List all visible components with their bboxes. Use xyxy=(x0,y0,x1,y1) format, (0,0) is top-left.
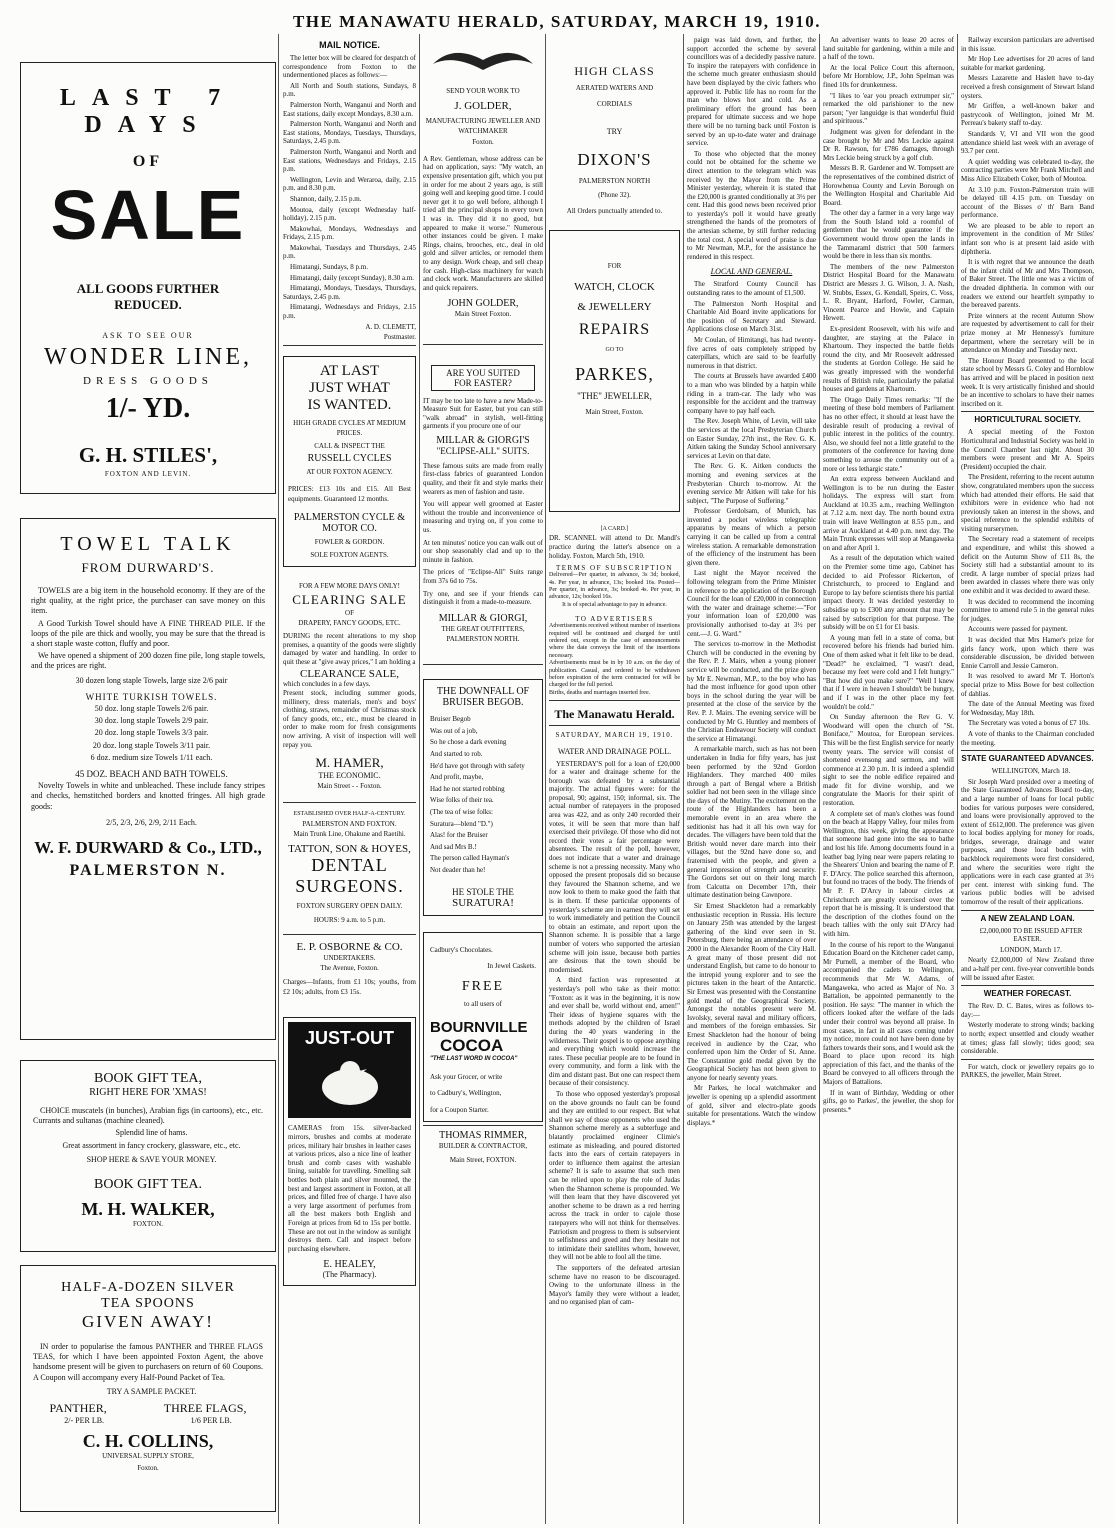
towel-text: TOWELS are a big item in the household economy. If they are of the right quality, at the right price, the purchaser can save money on this item. xyxy=(31,586,265,616)
column-4 xyxy=(549,36,680,1524)
mail-line: Himatangi, Mondays, Tuesdays, Thursdays, Saturdays, 2.45 p.m. xyxy=(283,284,416,301)
suited-title: FOR EASTER? xyxy=(454,377,512,388)
editorial-paragraph: YESTERDAY'S poll for a loan of £20,000 for a water and drainage scheme for the borough was defeated by a substantial majority. The actual figures were: for the proposal, 90; against, 150; informal, six. The actual number of ratepayers in the proposed area was 422, and as only 240 recorded their votes, it will be seen that more than half exercised their privilege. Of those who did not record their votes a fair percentage were absentees. The result of the poll, however, does not indicate that a water and drainage scheme is not a pressing necessity. Many who opposed the present proposals did so because they favoured the Shannon scheme, and we now look to them to make good the faith that is in them. If these particular opponents of yesterday's scheme are in earnest they will set to work immediately and petition the Council to obtain an estimate, and report upon the Shannon scheme. It is possible that a large number of voters who supported the artesian scheme will join issue, because both parties are desirous that the town should be modernised. xyxy=(549,759,680,974)
healey-text: (The Pharmacy). xyxy=(322,1270,377,1280)
millar-giorgi: MILLAR & GIORGI, xyxy=(438,612,528,624)
dental-title: SURGEONS. xyxy=(295,876,404,897)
collins-town: Foxton. xyxy=(137,1464,159,1473)
bournville-logo: BOURNVILLE xyxy=(430,1019,528,1037)
dixon-text: CORDIALS xyxy=(596,100,632,109)
advertisers-heading: TO ADVERTISERS xyxy=(575,615,654,624)
local-general-heading: LOCAL AND GENERAL. xyxy=(710,267,793,277)
poem-line: Had he not started robbing xyxy=(430,784,505,793)
news-item: Messrs B. R. Gardener and W. Tompsett are the representatives of the combined district of Horowhenua County and Levin Borough on the Wellington Hospital and Charitable Aid Board. xyxy=(823,164,954,207)
poem-line: Was out of a job, xyxy=(430,726,478,735)
sale-headline-1: LAST 7 DAYS xyxy=(59,85,237,138)
downfall-title: THE DOWNFALL OF xyxy=(436,686,530,698)
editorial-paragraph: To those who objected that the money could not be obtained for the scheme we direct attention to the telegram which was received by the Mayor from the Prime Minister yesterday, wherein it is stated that the £20,000 is granted conditionally at 3½ per cent. Had this good news been received prior to yesterday's poll it would have greatly strengthened the hands of the promoters of the artesian scheme, by still further reducing the total cost. A special word of praise is due to Mr Newman, M.P., for the assistance he rendered in this respect. xyxy=(687,149,816,261)
poem-line: Not deader than he! xyxy=(430,865,486,874)
hort-paragraph: Accounts were passed for payment. xyxy=(968,625,1068,634)
sale-ad xyxy=(20,62,276,494)
parkes-text: FOR xyxy=(607,262,622,271)
sale-line: ALL GOODS FURTHER xyxy=(76,281,220,296)
weather-paragraph: Westerly moderate to strong winds; backing to north; expect unsettled and cloudy weather at times; glass fall slowly; tides good; sea considerable. xyxy=(961,1021,1094,1056)
clearing-text: which concludes in a few days. xyxy=(283,680,371,689)
cadbury-text: to all users of xyxy=(464,999,502,1008)
eclipse-suits-ad xyxy=(423,365,543,645)
news-item: As a result of the deputation which waited on the Premier some time ago, Cabinet has decided to aid Professor Rickerton, of Christchurch, to proceed to England and Europe to lay before scientists there his partial impact theory. It was decided yesterday to subsidise up to £300 any amount that may be raised by subscription for that purpose. The subsidy will be on £1 for £1 basis. xyxy=(823,554,954,632)
dixon-text: (Phone 32). xyxy=(598,190,631,199)
column-5 xyxy=(687,36,816,1524)
clearing-text: THE ECONOMIC. xyxy=(318,771,381,781)
parkes-ad xyxy=(549,230,680,512)
poem-line: And started to rob. xyxy=(430,749,483,758)
news-item: If in want of Birthday, Wedding or other gifts, go to Parkes', the jeweller, the shop for presents.* xyxy=(823,1088,954,1114)
free-label: FREE xyxy=(461,978,505,994)
atlast-text: AT OUR FOXTON AGENCY. xyxy=(306,468,393,477)
news-item: Judgment was given for defendant in the case brought by Mr and Mrs Leckie against Dr R. Rawson, for £786 damages, through Mrs Leckie being struck by a golf club. xyxy=(823,127,954,162)
cadbury-text: Cadbury's Chocolates. xyxy=(430,945,493,954)
dixon-name: DIXON'S xyxy=(577,149,652,169)
herald-date: SATURDAY, MARCH 19, 1910. xyxy=(555,731,674,740)
parkes-text: Main Street, Foxton. xyxy=(585,407,644,416)
sale-price: 1/- YD. xyxy=(105,393,191,424)
book-title-2: BOOK GIFT TEA. xyxy=(94,1177,202,1193)
loan-dateline: LONDON, March 17. xyxy=(1000,945,1062,954)
spoons-text: TRY A SAMPLE PACKET. xyxy=(106,1386,197,1396)
news-item: Sir Ernest Shackleton had a remarkably enthusiastic reception in Russia. His lecture on January 25th was attended by the largest gathering of the kind ever seen in St. Petersburg, there being an attendance of over 2000 in the Alexander Room of the City Hall. A great many of those present did not understand English, but came to do honour to the intrepid young explorer and to see the pictures taken in the heart of the Antarctic. Sir Ernest was presented with the Constantine gold medal of the Geographical Society. Amongst the notables present were M. Isvolsky, several naval and military officers, and members of the foreign embassies. Sir Ernest Shackleton had the honour of being received in audience by the Czar, who conferred upon him the Order of St. Anne. The Constantine gold medal given by the Geographical Society has not been given to anyone for nearly seventy years. xyxy=(687,902,816,1082)
hort-paragraph: The Secretary was voted a bonus of £7 10s. xyxy=(968,719,1090,728)
book-gift-ad xyxy=(20,1060,276,1252)
towel-row: 20 doz. long staple Towels 3/11 pair. xyxy=(92,740,211,750)
hamer-name: M. HAMER, xyxy=(315,755,384,771)
atlast-text: PRICES: £13 10s and £15. All Best equipments. Guaranteed 12 months. xyxy=(288,484,411,503)
parkes-notice: For watch, clock or jewellery repairs go to PARKES, the jeweller, Main Street. xyxy=(961,1062,1094,1080)
news-item: At the local Police Court this afternoon, before Mr Hornblow, J.P., John Spelman was fined 10s for drunkenness. xyxy=(823,63,954,89)
spoons-title: GIVEN AWAY! xyxy=(82,1312,214,1331)
towel-text: 2/5, 2/3, 2/6, 2/9, 2/11 Each. xyxy=(106,817,197,827)
mail-line: Himatangi, Sundays, 8 p.m. xyxy=(290,263,368,272)
mail-signature: A. D. CLEMETT, xyxy=(365,322,416,331)
russell-cycles: RUSSELL CYCLES xyxy=(307,453,392,465)
book-text: CHOICE muscatels (in bunches), Arabian figs (in cartoons), etc., etc. Currants and sultanas (machine cleaned). xyxy=(33,1106,263,1126)
just-out-logo xyxy=(288,1022,411,1118)
atlast-text: CALL & INSPECT THE xyxy=(314,442,385,451)
sale-title: SALE xyxy=(50,176,246,254)
osborne-ad xyxy=(283,941,416,998)
panther-label: PANTHER, xyxy=(49,1401,107,1416)
sale-shop: G. H. STILES', xyxy=(78,443,218,467)
dental-text: ESTABLISHED OVER HALF-A-CENTURY. xyxy=(293,810,406,817)
cadbury-text: to Cadbury's, Wellington, xyxy=(430,1089,502,1098)
poem-line: And profit, maybe, xyxy=(430,773,484,782)
news-item: The Stratford County Council has outstanding rates to the amount of £1,500. xyxy=(687,280,816,298)
cadbury-text: In Jewel Caskets. xyxy=(487,961,536,970)
atlast-text: FOWLER & GORDON. xyxy=(314,538,385,547)
dixon-text: TRY xyxy=(606,127,623,137)
cadbury-ad xyxy=(423,932,543,1122)
column-rule xyxy=(278,34,279,1524)
column-rule xyxy=(819,34,820,1524)
book-subtitle: RIGHT HERE FOR 'XMAS! xyxy=(89,1087,207,1098)
golder-name: JOHN GOLDER, xyxy=(447,298,519,310)
suited-text: At ten minutes' notice you can walk out of our shop seasonably clad and up to the minute in fashion. xyxy=(423,538,543,564)
cocoa-tagline: "THE LAST WORD IN COCOA" xyxy=(430,1056,518,1063)
healey-text: CAMERAS from 15s. silver-backed mirrors, brushes and combs at moderate prices, military hair brushes in leather cases at various prices, also a nice line of leather brush and comb cases with washable lining, suitable for travelling. Smelling salt bottles both plain and silver mounted, the best and largest assortment in Foxton, at all prices, and filled free of charge. I have also a very large assortment of perfumes from all the best makers both English and Foreign at prices from 6d to 15s per bottle. These are not out in the window as sunlight destroys them. Call and inspect before purchasing elsewhere. xyxy=(288,1124,411,1253)
towel-ad xyxy=(20,518,276,1040)
suited-text: You will appear well groomed at Easter without the trouble and inconvenience of measuring and trying on, if you come to us. xyxy=(423,500,543,535)
hort-paragraph: A special meeting of the Foxton Horticultural and Industrial Society was held in the Council Chamber last night. About 30 members were present and Mr A. Speirs (President) occupied the chair. xyxy=(961,428,1094,471)
poem-line: Bruiser Begob xyxy=(430,715,471,724)
column-rule xyxy=(419,34,420,1524)
news-item: The Palmerston North Hospital and Charitable Aid Board invite applications for the position of Secretary and Steward. Applications close on March 31st. xyxy=(687,299,816,334)
mail-notice-heading: MAIL NOTICE. xyxy=(319,40,380,50)
clearing-text: Present stock, including summer goods, millinery, dress materials, men's and boys' clothing, straws, remainder of Christmas stock of fancy goods, etc., etc., must be cleared in order to make room for fresh consignments now arriving. A visit of inspection will well repay you. xyxy=(283,689,416,749)
clearing-text: DRAPERY, FANCY GOODS, ETC. xyxy=(298,618,401,627)
hort-paragraph: It was decided to recommend the incoming committee to amend rule 5 in the general rules for judges. xyxy=(961,597,1094,623)
mail-notice xyxy=(283,54,416,342)
news-item: Ex-president Roosevelt, with his wife and daughter, are staying at the Palace in Khartoum. They inspected the battle fields round the city, and Mr Roosevelt addressed the students at Gordon College. He said he was greatly impressed with the wonderful results of British rule, particularly the palatial houses and gardens at Khartoum. xyxy=(823,325,954,394)
parkes-jeweller: "THE" JEWELLER, xyxy=(577,390,652,401)
book-text: SHOP HERE & SAVE YOUR MONEY. xyxy=(86,1154,217,1164)
subscription-text: It is of special advantage to pay in advance. xyxy=(562,601,667,608)
masthead: THE MANAWATU HERALD, SATURDAY, MARCH 19, 1910. xyxy=(292,12,822,31)
spoons-title: TEA SPOONS xyxy=(101,1296,195,1311)
towel-row: 6 doz. medium size Towels 1/11 each. xyxy=(90,752,213,762)
parkes-text: GO TO xyxy=(605,347,624,354)
parkes-name: PARKES, xyxy=(575,363,654,384)
atlast-text: HIGH GRADE CYCLES AT MEDIUM PRICES. xyxy=(293,418,406,438)
news-item: A complete set of man's clothes was found on the beach at Happy Valley, four miles from Wellington, this week, giving the appearance that someone had gone into the sea to bathe and lost his life. Among documents found in a leather bag lying near were papers relating to the Shearers' Union and bearing the name of P. F. D'Arcy. The police searched this afternoon, but found no traces of the body. The friends of Mr P. F. D'Arcy in labour circles at Christchurch are greatly exercised over the report that he is missing. It is understood that the description of the clothes found on the beach tallies with the only suit D'Arcy had with him. xyxy=(823,809,954,938)
rimmer-text: Main Street, FOXTON. xyxy=(449,1155,517,1164)
news-item: The Otago Daily Times remarks: "If the meeting of these bold members of Parliament has no other effect, it should at least have the desirable result of producing a revival of public interest in the politics of the country. Also, we should feel not a little grateful to the promoters of the conference for having done something to arouse the community out of a more or less lethargic state." xyxy=(823,395,954,473)
herald-title: The Manawatu Herald. xyxy=(554,707,675,722)
news-item: Railway excursion particulars are advertised in this issue. xyxy=(961,36,1094,53)
book-text: Great assortment in fancy crockery, glassware, etc., etc. xyxy=(62,1140,241,1150)
parkes-title: & JEWELLERY xyxy=(577,301,652,314)
mail-line: Makowhai, Mondays, Wednesdays and Fridays, 2.15 p.m. xyxy=(283,224,416,242)
dixon-title: HIGH CLASS xyxy=(574,64,655,78)
golder-text: A Rev. Gentleman, whose address can be had on application, says: "My watch, an expensive presentation gift, which you put in order for me about 2 years ago, is still going well and keeping good time. I could never get it to go well before, although I tried all the principal shops in every town I was in. They did it no good, but appeared to make it worse." Numerous other instances could be given. I make Rings, chains, brooches, etc., deal in old gold and silver articles, or remodel them to any design. Work cheap, and sell cheap for cash. High-class machinery for watch and clock work. Manufacturers are skilled and quick repairers. xyxy=(423,154,543,292)
spoons-title: HALF-A-DOZEN SILVER xyxy=(61,1280,235,1295)
suratura-title: SURATURA! xyxy=(452,896,514,909)
ornament-icon xyxy=(423,40,543,80)
dental-text: PALMERSTON AND FOXTON. xyxy=(302,819,397,828)
cadbury-text: for a Coupon Starter. xyxy=(430,1105,489,1114)
poem-line: So he chose a dark evening xyxy=(430,738,507,747)
durward-name: W. F. DURWARD & Co., LTD., xyxy=(34,838,262,858)
towel-text: We have opened a shipment of 200 dozen fine pile, long staple towels, and the prices are right. xyxy=(31,651,265,671)
column-6 xyxy=(823,36,954,1524)
osborne-text: UNDERTAKERS. xyxy=(323,953,376,962)
collins-store: UNIVERSAL SUPPLY STORE, xyxy=(102,1452,194,1461)
hort-paragraph: The Secretary read a statement of receipts and expenditure, and whilst this showed a deficit on the Autumn Show of £11 8s, the Society still had a substantial amount to its credit. A large number of special prizes had been awarded in classes where there was only one exhibit and it was decided to award these. xyxy=(961,535,1094,596)
durward-town: PALMERSTON N. xyxy=(69,862,227,880)
osborne-name: E. P. OSBORNE & CO. xyxy=(296,940,403,953)
suited-title: ARE YOU SUITED xyxy=(446,367,520,378)
mail-line: Himatangi, daily (except Sunday), 8.30 a.m. xyxy=(290,273,415,282)
dental-firm: TATTON, SON & HOYES, xyxy=(288,843,411,856)
clearing-text: FOR A FEW MORE DAYS ONLY! xyxy=(298,582,400,591)
news-item: In the course of his report to the Wanganui Education Board on the Kitchener cadet camp, Mr Purnell, a member of the Board, who accompanied the cadets to Wellington, recommends that Mr W. Adams, of Mangaweka, who acted as Major of No. 3 Battalion, be appointed permanently to the position. He says: "The manner in which the officers looked after the welfare of the lads under their control was beyond all praise. In most cases, in fact in all cases coming under my notice, more could not have been done by fathers towards their sons, and I would ask the Board to place upon record its high appreciation of this fact, and the thanks of the Board be conveyed to all officers through the Majors of Battalions. xyxy=(823,940,954,1087)
editorial-paragraph: To those who opposed yesterday's proposal on the above grounds no fault can be found and they are entitled to our respect. But what shall we say of those opponents who used the Shannon scheme merely as a subterfuge and blatantly proclaimed engineer Climie's estimate as misleading, and poured distorted facts into the ears of certain ratepayers in order to influence them against the artesian scheme? It is safe to assume that such men can be relied upon to play the role of Judas when the Shannon scheme is propounded. We will then learn that they have discovered yet another scheme to be drawn as a red herring across the track in order to cajole those ratepayers who will not think for themselves. Patriotism and progress to them is subservient to selfishness and greed and they hesitate not to intimidate their satellites whom, however, they will not be able to fool all the time. xyxy=(549,1090,680,1262)
towel-row: 20 doz. long staple Towels 3/3 pair. xyxy=(94,728,209,738)
poem-line: (The tea of wise folks: xyxy=(430,807,493,816)
mail-line: Makowhai, Tuesdays and Thursdays, 2.45 p.m. xyxy=(283,243,416,261)
dixon-text: AERATED WATERS AND xyxy=(575,84,654,92)
three-flags-label: THREE FLAGS, xyxy=(163,1401,247,1416)
news-item: The members of the new Palmerston District Hospital Board for the Manawatu District are Messrs J. G. Wilson, J. A. Nash, W. Stubbs, Essex, G. Kendall, Speirs, C. Voss, L. R. Bryant, Harford, Fowler, Carman, Vincent Pearce and Howie, and Captain Hewett. xyxy=(823,262,954,323)
weather-heading: WEATHER FORECAST. xyxy=(983,989,1072,999)
towel-row: 30 doz. long staple Towels 2/9 pair. xyxy=(94,716,209,726)
sale-line: DRESS GOODS xyxy=(83,375,213,387)
suited-text: These famous suits are made from really first-class fabrics of guaranteed London quality, and their fit and style marks their wearers as men of fashion and taste. xyxy=(423,461,543,496)
russell-cycles-ad xyxy=(283,356,416,568)
scannel-text: DR. SCANNEL will attend to Dr. Mandl's practice during the latter's absence on a holiday. Foxton, March 5th, 1910. xyxy=(549,534,680,560)
clearing-title: CLEARING SALE xyxy=(292,591,407,607)
loan-subheading: £2,000,000 TO BE ISSUED AFTER EASTER. xyxy=(979,926,1083,944)
news-item: At 3.10 p.m. Foxton-Palmerston train will be delayed till 4.15 p.m. on Tuesday on account of the Bisses o' th' Barn Band performance. xyxy=(961,185,1094,220)
mail-line: Palmerston North, Wanganui and North and East stations, Mondays, Tuesdays, Thursdays, Saturdays, 2.45 p.m. xyxy=(283,120,416,146)
subscription-heading: TERMS OF SUBSCRIPTION xyxy=(555,564,674,573)
news-item: Mr Griffen, a well-known baker and pastrycook of Wellington, joined Mr M. Perreau's bakery staff to-day. xyxy=(961,102,1094,128)
golder-name: J. GOLDER, xyxy=(454,100,512,113)
suited-text: Try one, and see if your friends can distinguish it from a made-to-measure. xyxy=(423,589,543,607)
downfall-title: BRUISER BEGOB. xyxy=(442,697,524,709)
clearing-text: OF xyxy=(345,608,354,617)
towel-subtitle: FROM DURWARD'S. xyxy=(81,560,215,575)
dental-text: FOXTON SURGERY OPEN DAILY. xyxy=(296,902,403,911)
news-item: Professor Gerdolsam, of Munich, has invented a pocket wireless telegraphic apparatus by means of which a person carrying it can be called up from a central wireless station. A remarkable demonstration of the efficiency of the instrument has been given there. xyxy=(687,507,816,567)
column-rule xyxy=(545,34,546,1524)
mail-line: Himatangi, Wednesdays and Fridays, 2.15 p.m. xyxy=(283,303,416,321)
editorial-paragraph: The supporters of the defeated artesian scheme have no reason to be discouraged. Owing to the unfortunate illness in the Mayor's family they were without a leader, and no organised plan of cam- xyxy=(549,1263,680,1307)
news-item: Standards V, VI and VII won the good attendance shield last week with an average of 93.7 per cent. xyxy=(961,129,1094,156)
collins-name: C. H. COLLINS, xyxy=(82,1431,214,1452)
poem-line: Suratura—blend "D.") xyxy=(430,819,493,828)
clearing-text: Main Street - - Foxton. xyxy=(317,782,382,791)
news-item: An extra express between Auckland and Wellington is to be run during the Easter holidays. The express will start from Auckland at 10.35 a.m., reaching Wellington at 7.12 a.m. next day. The north bound extra train will leave Wellington at 8.55 p.m., and arrive at Auckland at 4.40 p.m. next day. The Main Trunk expresses will stop at Mangaweka on and after April 1. xyxy=(823,475,954,552)
dental-text: Main Trunk Line, Ohakune and Raetihi. xyxy=(293,829,406,838)
clearing-sale-ad xyxy=(283,581,416,791)
mail-line: Palmerston North, Wanganui and North and East stations, Wednesdays and Fridays, 2.15 p.m. xyxy=(283,147,416,174)
loan-paragraph: Nearly £2,000,000 of New Zealand three and a-half per cent. five-year convertible bonds will be issued after Easter. xyxy=(961,956,1094,982)
hort-paragraph: It was decided that Mrs Hamer's prize for girls fancy work, upon which there was considerable discussion, be divided between Ennie Carroll and Jessie Cameron. xyxy=(961,636,1094,670)
towel-title: TOWEL TALK xyxy=(60,533,236,555)
advertisers-text: Advertisements received without number of insertions required will be continued and charged for until ordered out, except in the case of announcements where the date conveys the limit of the insertions necessary. xyxy=(549,623,680,659)
towel-row: 50 doz. long staple Towels 2/6 pair. xyxy=(94,704,209,714)
atlast-title: IS WANTED. xyxy=(307,396,392,413)
suratura-title: HE STOLE THE xyxy=(452,886,514,897)
news-item: An advertiser wants to lease 20 acres of land suitable for gardening, within a mile and a half of the town. xyxy=(823,36,954,62)
dixon-text: PALMERSTON NORTH xyxy=(578,176,651,185)
mail-signature: Postmaster. xyxy=(383,333,416,342)
osborne-text: Charges—Infants, from £1 10s; youths, from £2 10s; adults, from £3 15s. xyxy=(283,978,416,997)
news-item: The Rev. G. K. Aitken conducts the morning and evening services at the Presbyterian Church to-morrow. At the evening service Mr Aitken will take for his subject, "The Purpose of Suffering." xyxy=(687,462,816,505)
just-out-label: JUST-OUT xyxy=(304,1028,394,1049)
advances-dateline: WELLINGTON, March 18. xyxy=(991,767,1071,776)
clearing-text: DURING the recent alterations to my shop premises, a quantity of the goods were slightly damaged by water and handling. In order to quit these at "give away prices," I am holding a xyxy=(283,632,416,666)
advertisers-text: Advertisements must be in by 10 a.m. on the day of publication. Casual, and ordered to be withdrawn before expiration of the term contracted for will be charged for the full period. xyxy=(549,660,680,689)
poem-line: He'd have got through with safety xyxy=(430,761,525,770)
editorial-paragraph: paign was laid down, and further, the support accorded the scheme by several councillors was of a decidedly passive nature. To inspire the ratepayers with confidence in the scheme much greater enthusiasm should have been displayed by the civic fathers who approved it. Public life has no room for the man who blows hot and cold. As a preliminary effort the ground has been prepared for ultimate success and we hope there will be no turning back until Foxton is served by an up-to-date water and drainage service. xyxy=(687,36,816,148)
hort-paragraph: The President, referring to the recent autumn show, congratulated members upon the success which had attended their efforts. He said that exhibitors were in evidence who had not previously taken an interest in the shows, and special reference to the splendid exhibits of visiting nurserymen. xyxy=(961,473,1094,533)
news-item: Prize winners at the recent Autumn Show are requested by advertisement to call for their prize money at Mr Hennessy's furniture department, where the secretary will be in attendance on Monday and Tuesday next. xyxy=(961,311,1094,355)
card-label: [A CARD.] xyxy=(600,526,629,533)
news-item: Mr Parkes, he local watchmaker and jeweller is opening up a splendid assortment of gold, silver and electro-plate goods suitable for presentations. Watch the window displays.* xyxy=(687,1084,816,1127)
news-item: We are pleased to be able to report an improvement in the condition of Mr Stiles' infant son who is at present laid aside with diphtheria. xyxy=(961,221,1094,256)
millar-giorgi: MILLAR & GIORGI'S xyxy=(436,434,530,446)
poem-line: And sad Mrs B.! xyxy=(430,842,477,851)
clearance-title: CLEARANCE SALE, xyxy=(300,668,399,681)
news-item: A young man fell in a state of coma, but recovered before his friends had buried him. One of them asked what it felt like to be dead. "Dead?" he exclaimed, "I wasn't dead, because my feet were cold and I felt hungry." "But how did you make sure?" "Well I knew that if I were in heaven I shouldn't be hungry, and if I was in the other place my feet wouldn't be cold." xyxy=(823,633,954,711)
hort-paragraph: The date of the Annual Meeting was fixed for Wednesday, May 18th. xyxy=(961,700,1094,717)
hort-paragraph: It was resolved to award Mr T. Horton's special prize to Miss Bowe for best collection of dahlias. xyxy=(961,672,1094,698)
tea-brands xyxy=(21,1401,275,1416)
walker-town: FOXTON. xyxy=(132,1220,163,1229)
news-item: It is with regret that we announce the death of the infant child of Mr and Mrs Thompson, of Baker Street. The little one was a victim of the dreaded diphtheria. In common with our readers we extend our heartfelt sympathy to the bereaved parents. xyxy=(961,258,1094,310)
parkes-repairs: REPAIRS xyxy=(578,321,651,339)
towel-text: 30 dozen long staple Towels, large size 2/6 pair xyxy=(75,675,228,685)
towel-subhead: 45 DOZ. BEACH AND BATH TOWELS. xyxy=(75,769,228,780)
column-rule xyxy=(957,34,958,1524)
news-item: Last night the Mayor received the following telegram from the Prime Minister in reference to the application of the Borough Council for the loan of £20,000 in connection with the water and drainage scheme:—"For your information loan of £20,000 was provisionally authorised to-day at 3½ per cent.—J. G. Ward." xyxy=(687,569,816,638)
dental-ad xyxy=(283,809,416,926)
dental-text: HOURS: 9 a.m. to 5 p.m. xyxy=(313,916,386,925)
spoons-text: IN order to popularise the famous PANTHER and THREE FLAGS TEAS, for which I have been appointed Foxton Agent, the above handsome present will be given to purchasers on return of 60 Coupons. A Coupon will accompany every Half-Pound Packet of Tea. xyxy=(33,1342,263,1382)
column-3 xyxy=(423,36,543,1524)
tea-prices xyxy=(21,1416,275,1425)
dental-title: DENTAL xyxy=(311,855,388,876)
poem-line: Alas! for the Bruiser xyxy=(430,831,488,840)
editorial-paragraph: A third faction was represented at yesterday's poll who take as their motto: "Foxton: as it was in the beginning, it is now and ever shall be, world without end, amen!" Their ideas of hygiene squares with the methods adopted by the children of Israel during the 40 years wandering in the wilderness. Their gospel is to oppose anything and everything which would increase the rates. These peculiar people are to be found in every community, and form a link with the dim and distant past. But one can respect them because of their consistency. xyxy=(549,976,680,1088)
news-item: Messrs Lazarette and Haslett have to-day received a fresh consignment of Stewart Island oysters. xyxy=(961,74,1094,100)
dixon-text: All Orders punctually attended to. xyxy=(566,207,663,216)
sale-line: REDUCED. xyxy=(114,297,182,312)
mail-line: The letter box will be cleared for despatch of correspondence from Foxton to the undermentioned places as follows:— xyxy=(283,54,416,80)
osborne-text: The Avenue, Foxton. xyxy=(320,963,379,972)
weather-paragraph: The Rev. D. C. Bates, wires as follows to-day:— xyxy=(961,1002,1094,1019)
subscription-text: Delivered—Per quarter, in advance, 3s 3d; booked, 4s. Per year, in advance, 13s; booked 16s. Posted—Per quarter, in advance, 3s; booked 4s. Per year, in advance, 12s; booked 16s. xyxy=(549,572,680,601)
sale-town: FOXTON AND LEVIN. xyxy=(104,470,192,478)
walker-name: M. H. WALKER, xyxy=(81,1199,215,1220)
tea-spoons-ad xyxy=(20,1265,276,1512)
editorial-heading: WATER AND DRAINAGE POLL. xyxy=(557,746,672,756)
news-item: The services to-morrow in the Methodist Church will be conducted in the evening by the Rev. P. J. Mairs, when a young pioneer service will be conducted, and the prize given by Mr E. Newman, M.P., to the boy who has had the most influence for good upon other boys in the school during the year will be presented at the close of the service by the Rev. P. J. Mairs. The evening service will be conducted by Mr G. Huntley and members of the Christian Endeavour Society will conduct the service at Himatangi. xyxy=(687,640,816,743)
three-flags-price: 1/6 PER LB. xyxy=(190,1416,232,1426)
news-item: The courts at Brussels have awarded £400 to a man who was blinded by a hatpin while riding in a tram-car. The lady who was responsible for the accident and the tramway company have to pay half each. xyxy=(687,372,816,415)
advertisers-text: Births, deaths and marriages inserted free. xyxy=(549,689,651,696)
news-item: The other day a farmer in a very large way from the South Island told a roomful of gentlemen that he would guarantee if the Government would throw open the lands in the Tammaraml district that 500 farmers would be there in less than six months. xyxy=(823,209,954,261)
cadbury-text: Ask your Grocer, or write xyxy=(430,1073,503,1082)
poem-line: The person called Hayman's xyxy=(430,854,510,863)
mail-line: Wellington, Levin and Weraroa, daily, 2.15 p.m. and 8.30 p.m. xyxy=(283,175,416,193)
news-item: Mr Coulan, of Himitangi, has had twenty-five acres of oats completely stripped by caterpillars, which are said to be fearfully numerous in that district. xyxy=(687,336,816,370)
column-rule xyxy=(683,34,684,1524)
mail-line: All North and South stations, Sundays, 8 p.m. xyxy=(283,81,416,99)
column-2 xyxy=(283,36,416,1524)
sale-line: WONDER LINE, xyxy=(44,344,252,370)
news-item: On Sunday afternoon the Rev G. V. Woodward will open the church of "St. Boniface," Moutoa, for European services. This will be the first English service for nearly twenty years. The service will consist of shortened evensong and sermon, and will commence at 2.30 p.m. It is indeed a splendid sight to see the noble edifice repaired and made fit for divine worship, and we congratulate the Maoris for their spirit of restoration. xyxy=(823,713,954,808)
towel-subhead: WHITE TURKISH TOWELS. xyxy=(85,691,218,702)
atlast-title: AT LAST xyxy=(319,362,380,379)
healey-name: E. HEALEY, xyxy=(323,1259,376,1271)
hort-paragraph: A vote of thanks to the Chairman concluded the meeting. xyxy=(961,729,1094,747)
suited-text: The prices of "Eclipse-All" Suits range from 37s 6d to 75s. xyxy=(423,568,543,586)
book-text: Splendid line of hams. xyxy=(115,1128,188,1138)
news-item: Mr Hop Lee advertises for 20 acres of land suitable for market gardening. xyxy=(961,55,1094,72)
golder-text: Main Street Foxton. xyxy=(454,310,512,319)
golder-text: SEND YOUR WORK TO xyxy=(446,87,520,95)
chick-egg-icon xyxy=(295,1051,405,1111)
cycle-company: PALMERSTON CYCLE & MOTOR CO. xyxy=(293,512,406,535)
news-item: The Honour Board presented to the local state school by Messrs G. Coley and Hornblow has arrived and will be placed in position next week. It is very artistically finished and should be an incentive to scholars to have their names inscribed on it. xyxy=(961,356,1094,408)
loan-heading: A NEW ZEALAND LOAN. xyxy=(980,913,1075,923)
golder-text: Foxton. xyxy=(472,137,494,146)
suited-text: PALMERSTON NORTH. xyxy=(446,635,520,643)
poem-line: Wise folks of their tea. xyxy=(430,796,494,805)
advances-paragraph: Sir Joseph Ward presided over a meeting of the State Guaranteed Advances Board to-day, and a large number of loans for local public bodies for various purposes were considered, and loans were provisionally approved to the extent of £612,000. The preference was given to local bodies applying for money for roads, bridges, sewerage, drainage and water purposes, and those local bodies with backblock requirements were first considered, and where the securities were right the applications were in each case granted at 3½ per cent. interest with sinking fund. The various public bodies will be advised tomorrow of the result of their applications. xyxy=(961,777,1094,907)
panther-price: 2/- PER LB. xyxy=(64,1416,105,1426)
suratura-ad xyxy=(423,679,543,915)
rimmer-name: THOMAS RIMMER, xyxy=(439,1129,527,1141)
mail-line: Moutoa, daily (except Wednesday half-holiday), 2.15 p.m. xyxy=(283,205,416,223)
column-7 xyxy=(961,36,1094,1524)
cocoa-logo: COCOA xyxy=(440,1036,504,1056)
book-title: BOOK GIFT TEA, xyxy=(94,1071,202,1086)
parkes-title: WATCH, CLOCK xyxy=(574,281,655,294)
mail-line: Palmerston North, Wanganui and North and East stations, daily except Mondays, 8.30 a.m. xyxy=(283,100,416,118)
atlast-text: SOLE FOXTON AGENTS. xyxy=(310,551,389,560)
suited-text: THE GREAT OUTFITTERS, xyxy=(441,624,525,633)
mail-line: Shannon, daily, 2.15 p.m. xyxy=(290,194,362,203)
news-item: A remarkable march, such as has not been undertaken in India for fifty years, has just been performed by the 92nd Gordon Highlanders. They marched 400 miles through a part of Bengal where a British soldier had not been seen in the village since the days of the Mutiny. The excitement on the route of the Highlanders has been a memorable event in an area where the seditionist has had it all his own way for decades. The villagers have been told that the British would never dare march into their villages, but the 92nd have done so, and fraternised with the people, and given a general impression of strength and security. The Gordons set out on their long march from Calcutta on December 17th, their ultimate destination being Cawnpore. xyxy=(687,745,816,900)
golder-text: MANUFACTURING JEWELLER AND WATCHMAKER xyxy=(425,117,541,136)
rimmer-text: BUILDER & CONTRACTOR, xyxy=(438,1141,528,1150)
horticultural-heading: HORTICULTURAL SOCIETY. xyxy=(974,415,1081,425)
advances-heading: STATE GUARANTEED ADVANCES. xyxy=(961,754,1094,764)
healey-ad xyxy=(283,1017,416,1285)
towel-text: Novelty Towels in white and unbleached. These include fancy stripes and checks, hemstitched borders and knotted fringes. All high grade goods: xyxy=(31,781,265,811)
sale-headline-2: OF xyxy=(132,153,164,170)
suited-text: IT may be too late to have a new Made-to-Measure Suit for Easter, but you can still "walk abroad" in stylish, well-fitting garments if you procure one of our xyxy=(423,396,543,431)
towel-text: A Good Turkish Towel should have A FINE THREAD PILE. If the loops of the pile are thick and woolly, you may be sure that the thread is a short staple waste cotton, fluffy and poor. xyxy=(31,618,265,649)
news-item: The Rev. Joseph White, of Levin, will take the services at the local Presbyterian Church on Easter Sunday, 27th inst., the Rev. G. K. Aitken taking the Sunday School anniversary services at Levin on that date. xyxy=(687,417,816,460)
eclipse-all: "ECLIPSE-ALL" SUITS. xyxy=(436,445,530,456)
sale-line: ASK TO SEE OUR xyxy=(102,331,194,340)
news-item: "I likes to 'ear you preach extrumper sir," remarked the old parishioner to the new parson; "yer languidge is that wonderful fluid and spirituous." xyxy=(823,91,954,126)
atlast-title: JUST WHAT xyxy=(309,379,390,396)
news-item: A quiet wedding was celebrated to-day, the contracting parties were Mr Frank Mitchell and Miss Alice Elizabeth Coker, both of Moutoa. xyxy=(961,157,1094,183)
